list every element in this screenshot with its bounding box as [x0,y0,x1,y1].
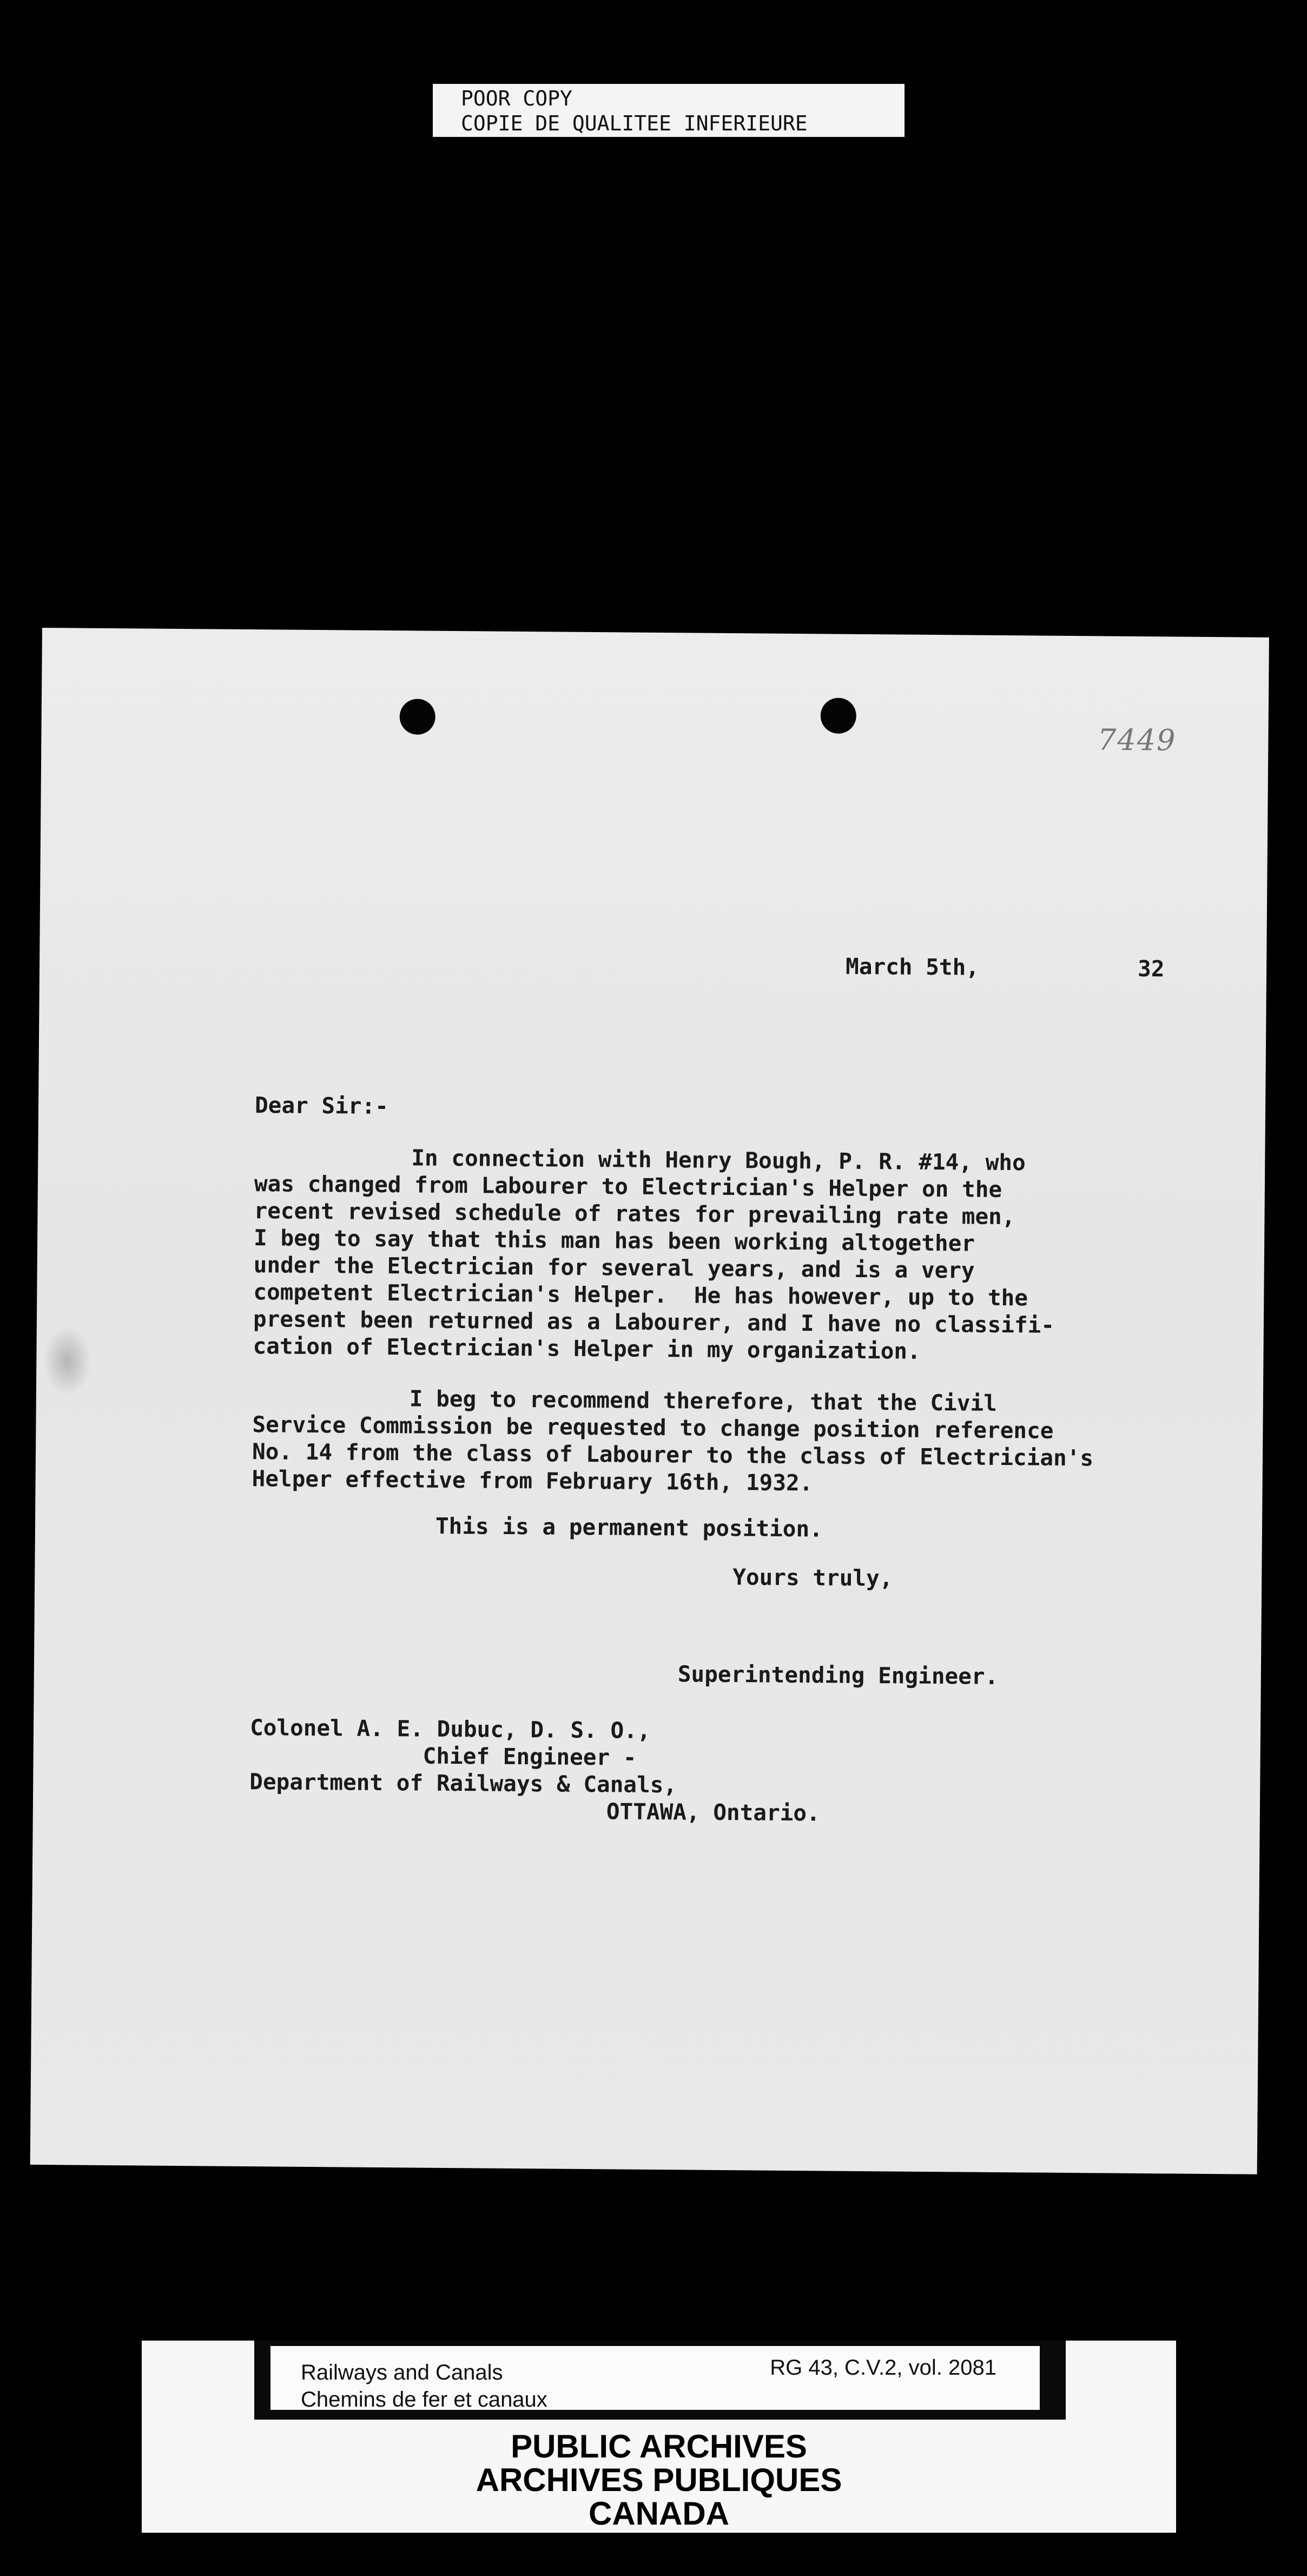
archive-reference: RG 43, C.V.2, vol. 2081 [770,2356,996,2380]
body-line: No. 14 from the class of Labourer to the class of Electrician's [252,1438,1094,1471]
body-line: under the Electrician for several years, and is a very [253,1252,975,1284]
body-line: I beg to recommend therefore, that the Civil [409,1385,998,1416]
body-line: was changed from Labourer to Electrician's Helper on the [254,1171,1002,1202]
letter-body [30,628,1269,2174]
body-line: In connection with Henry Bough, P. R. #14, who [411,1145,1026,1176]
body-line: recent revised schedule of rates for prevailing rate men, [254,1198,1015,1230]
closing: Yours truly, [732,1564,893,1592]
addressee-line: Colonel A. E. Dubuc, D. S. O., [249,1714,651,1744]
salutation: Dear Sir:- [254,1092,389,1120]
institution-name-fr: ARCHIVES PUBLIQUES [476,2462,842,2498]
letter-date: March 5th, [845,953,980,981]
archive-label [270,2346,1040,2410]
institution-name [142,2430,1176,2531]
poor-copy-label-fr: COPIE DE QUALITEE INFERIEURE [461,111,808,135]
poor-copy-label-en: POOR COPY [461,87,572,110]
addressee-line: Department of Railways & Canals, [249,1769,677,1798]
addressee-line: Chief Engineer - [423,1743,637,1771]
fonds-name-en: Railways and Canals [301,2361,503,2384]
body-line: cation of Electrician's Helper in my organization. [253,1333,921,1364]
reference-number: 7449 [1097,722,1177,758]
addressee-line: OTTAWA, Ontario. [606,1798,820,1826]
letter-page [30,628,1269,2174]
poor-copy-label [433,84,905,137]
institution-country: CANADA [589,2495,729,2532]
body-line: This is a permanent position. [435,1513,823,1542]
body-line: competent Electrician's Helper. He has however, up to the [253,1279,1028,1311]
fonds-name-fr: Chemins de fer et canaux [301,2388,547,2411]
body-line: Service Commission be requested to change position reference [252,1411,1054,1444]
signature-title: Superintending Engineer. [677,1661,999,1690]
letter-year: 32 [1137,955,1165,982]
body-line: present been returned as a Labourer, and I have no classifi- [253,1306,1055,1338]
fonds-name [301,2359,547,2413]
body-line: Helper effective from February 16th, 1932. [252,1466,813,1496]
body-line: I beg to say that this man has been working altogether [253,1225,975,1257]
institution-name-en: PUBLIC ARCHIVES [511,2428,807,2465]
